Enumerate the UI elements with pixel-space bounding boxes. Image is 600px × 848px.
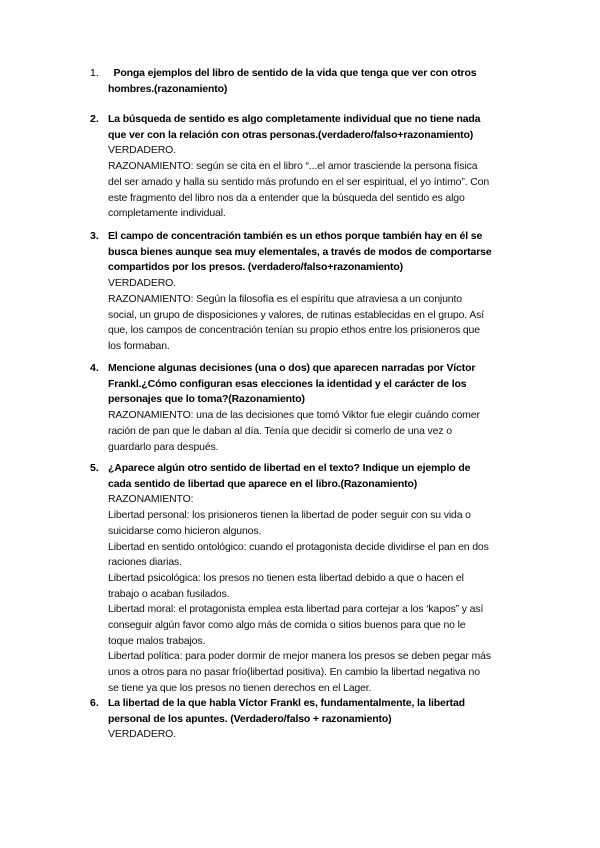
answer-line: Libertad moral: el protagonista emplea esta libertad para cortejar a los ‘kapos” y así (108, 603, 484, 616)
question-line: Frankl.¿Cómo configuran esas elecciones la identidad y el carácter de los (108, 377, 467, 390)
answer-line: RAZONAMIENTO: Según la filosofía es el espíritu que atraviesa a un conjunto (108, 292, 462, 305)
answer-line: toque malos trabajos. (108, 634, 206, 647)
question-line: personajes que lo toma?(Razonamiento) (108, 393, 305, 406)
answer-line: VERDADERO. (108, 144, 176, 157)
answer-line: VERDADERO. (108, 277, 176, 290)
answer-line: del ser amado y halla su sentido más profundo en el ser espiritual, el yo íntimo”. Con (108, 175, 490, 188)
answer-line: este fragmento del libro nos da a entender que la búsqueda del sentido es algo (108, 191, 465, 204)
question-line: Ponga ejemplos del libro de sentido de la vida que tenga que ver con otros (108, 67, 477, 79)
question-line: compartidos por los presos. (verdadero/falso+razonamiento) (108, 261, 403, 274)
question-line: Mencione algunas decisiones (una o dos) que aparecen narradas por Víctor (108, 362, 476, 374)
item-body (108, 361, 480, 455)
answer-line: Libertad en sentido ontológico: cuando el protagonista decide dividirse el pan en dos (108, 540, 489, 553)
item-number: 1. (90, 67, 99, 79)
answer-line: trabajo o acaban fusilados. (108, 587, 230, 600)
item-body (108, 461, 491, 697)
answer-line: VERDADERO. (108, 728, 176, 741)
item-number: 4. (90, 362, 99, 374)
question-line: que ver con la relación con otras personas.(verdadero/falso+razonamiento) (108, 128, 474, 141)
answer-line: guardarlo para después. (108, 440, 219, 453)
item-body (108, 112, 489, 222)
answer-line: Libertad personal: los prisioneros tienen la libertad de poder seguir con su vida o (108, 509, 471, 522)
question-line: cada sentido de libertad que aparece en el libro.(Razonamiento) (108, 477, 418, 490)
answer-line: se tiene ya que los presos no tienen derechos en el Lager. (108, 681, 372, 694)
answer-line: suicidarse como hicieron algunos. (108, 524, 262, 537)
item-body (108, 696, 465, 743)
answer-line: raciones diarias. (108, 556, 182, 569)
question-line: hombres.(razonamiento) (108, 82, 228, 95)
answer-line: social, un grupo de disposiciones y valores, de rutinas establecidas en el grupo. Así (108, 308, 484, 321)
question-line: El campo de concentración también es un ethos porque también hay en él se (108, 230, 483, 242)
question-line: busca bienes aunque sea muy elementales, a través de modos de comportarse (108, 245, 492, 258)
answer-line: RAZONAMIENTO: una de las decisiones que tomó Viktor fue elegir cuándo comer (108, 409, 480, 422)
question-line: personal de los apuntes. (Verdadero/falso + razonamiento) (108, 712, 392, 725)
question-line: La libertad de la que habla Víctor Frankl es, fundamentalmente, la libertad (108, 697, 465, 709)
item-body (108, 229, 492, 355)
answer-line: ración de pan que le daban al día. Tenía que decidir si comerlo de una vez o (108, 424, 452, 437)
answer-line: RAZONAMIENTO: (108, 493, 194, 506)
item-number: 5. (90, 462, 99, 474)
answer-line: unos a otros para no pasar frío(libertad positiva). En cambio la libertad negativa no (108, 666, 480, 679)
answer-line: completamente individual. (108, 207, 226, 220)
item-number: 6. (90, 697, 99, 709)
item-body (108, 66, 476, 97)
answer-line: que, los campos de concentración tenían su propio ethos entre los prisioneros que (108, 324, 480, 337)
question-line: La búsqueda de sentido es algo completamente individual que no tiene nada (108, 113, 481, 125)
answer-line: Libertad política: para poder dormir de mejor manera los presos se deben pegar más (108, 650, 491, 663)
answer-line: conseguir algún favor como algo más de comida o sitios buenos para que no le (108, 619, 466, 632)
answer-line: Libertad psicológica: los presos no tienen esta libertad debido a que o hacen el (108, 571, 464, 584)
answer-line: RAZONAMIENTO: según se cita en el libro “...el amor trasciende la persona física (108, 160, 478, 173)
answer-line: los formaban. (108, 339, 170, 352)
item-number: 3. (90, 230, 99, 242)
item-number: 2. (90, 113, 99, 125)
question-line: ¿Aparece algún otro sentido de libertad en el texto? Indique un ejemplo de (108, 462, 471, 474)
